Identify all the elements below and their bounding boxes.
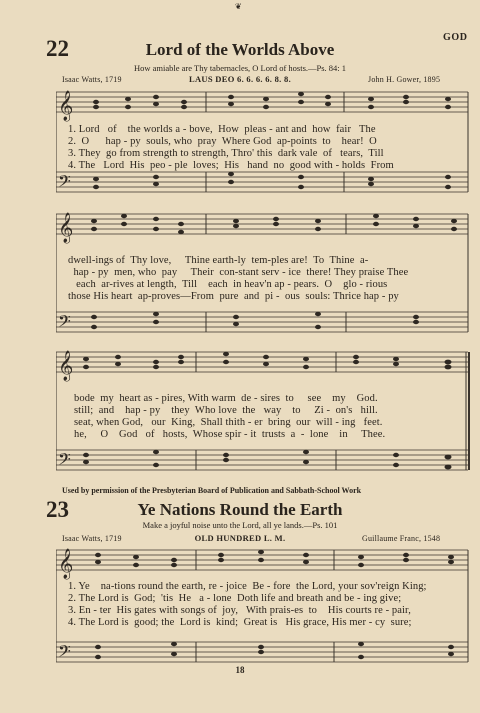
hymn-22-s3-verse-4: he, O God of hosts, Whose spir - it trusts a - lone in Thee.: [74, 429, 386, 440]
hymn-22-s2-verse-3: each ar-rives at length, Till each in heav'n ap - pears. O glo - rious: [68, 279, 388, 290]
section-label: GOD: [443, 32, 468, 43]
hymn-23-verse-4: 4. The Lord is good; the Lord is kind; Great is His grace, His mer - cy sure;: [68, 617, 412, 628]
treble-clef-icon: 𝄞: [58, 549, 74, 579]
hymn-22-s3-verse-2: still; and hap - py they Who love the way to Zi - on's hill.: [74, 405, 378, 416]
bass-clef-icon: 𝄢: [58, 171, 71, 195]
page-number: 18: [235, 665, 245, 675]
hymn-22-s2-verse-2: hap - py men, who pay Their con-stant serv - ice there! They praise Thee: [68, 267, 409, 278]
hymn-23-epigraph: Make a joyful noise unto the Lord, all ye lands.—Ps. 101: [142, 520, 338, 530]
hymn-23-title: Ye Nations Round the Earth: [137, 500, 343, 519]
hymn-22-epigraph: How amiable are Thy tabernacles, O Lord of hosts.—Ps. 84: 1: [133, 63, 347, 73]
hymn-22-s2-verse-1: dwell-ings of Thy love, Thine earth-ly tem-ples are! To Thine a-: [68, 255, 369, 266]
hymn-23-verse-1: 1. Ye na-tions round the earth, re - joice Be - fore the Lord, your sov'reign King;: [68, 581, 427, 592]
treble-clef-icon: 𝄞: [58, 91, 74, 121]
hymn-22-s1-verse-4: 4. The Lord His peo - ple loves; His hand no good with - holds From: [68, 160, 394, 171]
bass-staff: [56, 312, 468, 332]
bass-clef-icon: 𝄢: [58, 311, 71, 335]
treble-clef-icon: 𝄞: [58, 351, 74, 381]
hymn-23-verse-3: 3. En - ter His gates with songs of joy, With prais-es to His courts re - pair,: [68, 605, 411, 616]
treble-staff: [56, 214, 468, 234]
hymn-22-tune: LAUS DEO 6. 6. 6. 6. 8. 8.: [188, 74, 292, 84]
hymn-23-number: 23: [46, 497, 69, 522]
page-ornament: ❦: [235, 2, 242, 11]
hymn-22-s1-verse-2: 2. O hap - py souls, who pray Where God ap-points to hear! O: [68, 136, 377, 147]
hymn-23-tune: OLD HUNDRED L. M.: [194, 533, 286, 543]
hymn-23-composer: Guillaume Franc, 1548: [362, 534, 441, 543]
hymn-23-author: Isaac Watts, 1719: [62, 534, 122, 543]
bass-staff: [56, 450, 468, 470]
hymn-22-composer: John H. Gower, 1895: [368, 75, 441, 84]
hymn-22-s3-verse-3: seat, when God, our King, Shall thith - er bring our will - ing feet.: [74, 417, 383, 428]
hymn-22-permission-note: Used by permission of the Presbyterian Board of Publication and Sabbath-School Work: [62, 486, 362, 495]
hymn-22-s2-verse-4: those His heart ap-proves—From pure and pi - ous souls: Thrice hap - py: [68, 291, 399, 302]
bass-clef-icon: 𝄢: [58, 641, 71, 665]
hymn-22-number: 22: [46, 36, 69, 61]
hymn-22-s3-verse-1: bode my heart as - pires, With warm de - sires to see my God.: [74, 393, 378, 404]
hymn-23-verse-2: 2. The Lord is God; 'tis He a - lone Doth life and breath and be - ing give;: [68, 593, 402, 604]
hymn-22-s1-verse-3: 3. They go from strength to strength, Thro' this dark vale of tears, Till: [68, 148, 384, 159]
treble-clef-icon: 𝄞: [58, 213, 74, 243]
hymn-22-author: Isaac Watts, 1719: [62, 75, 122, 84]
bass-clef-icon: 𝄢: [58, 449, 71, 473]
hymn-22-title: Lord of the Worlds Above: [145, 40, 335, 59]
bass-staff: [56, 172, 468, 192]
hymn-22-s1-verse-1: 1. Lord of the worlds a - bove, How pleas - ant and how fair The: [68, 124, 376, 135]
